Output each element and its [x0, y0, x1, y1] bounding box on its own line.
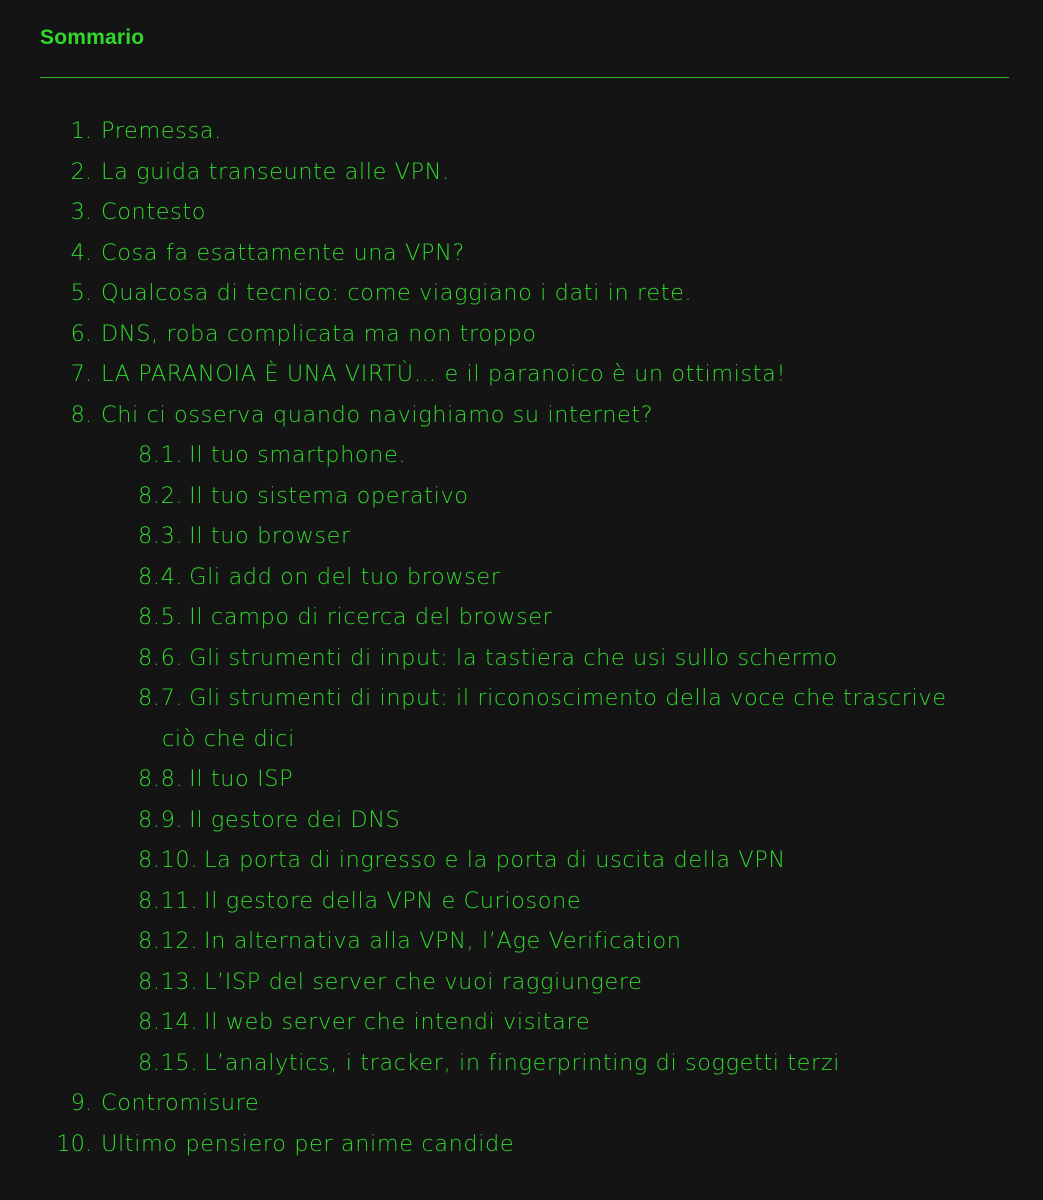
toc-subitem-8-12[interactable]	[0, 921, 1043, 962]
toc-item-number: 4.	[70, 239, 92, 266]
toc-subitem-label: Il tuo browser	[189, 523, 351, 549]
toc-item-link[interactable]: Ultimo pensiero per anime candide	[101, 1130, 515, 1157]
toc-item-4[interactable]	[0, 233, 1043, 274]
toc-subitem-label: Il web server che intendi visitare	[203, 1009, 591, 1035]
toc-subitem-link[interactable]	[138, 476, 998, 517]
toc-subitem-link[interactable]	[138, 435, 998, 476]
toc-item-number: 7.	[70, 361, 92, 387]
toc-divider	[40, 77, 1009, 78]
toc-subitem-8-9[interactable]	[0, 800, 1043, 841]
toc-subitem-8-5[interactable]	[0, 597, 1043, 638]
toc-item-link[interactable]: Cosa fa esattamente una VPN?	[101, 239, 465, 266]
toc-subitem-label: Il tuo sistema operativo	[189, 482, 469, 509]
toc-subitem-link[interactable]	[138, 638, 998, 679]
toc-subitem-number: 8.1.	[138, 442, 184, 468]
toc-item-link[interactable]: DNS, roba complicata ma non troppo	[101, 320, 537, 347]
toc-item-number: 10.	[56, 1130, 92, 1157]
toc-item-number: 1.	[70, 118, 92, 144]
toc-item-number: 3.	[70, 199, 92, 225]
toc-subitem-label-continued: ciò che dici	[162, 725, 295, 752]
toc-subitem-8-15[interactable]	[0, 1043, 1043, 1084]
toc-subitem-number: 8.8.	[138, 766, 184, 792]
toc-subitem-number: 8.11.	[138, 887, 198, 914]
toc-item-link[interactable]: Qualcosa di tecnico: come viaggiano i dati in rete.	[101, 280, 693, 306]
toc-item-9[interactable]	[0, 1083, 1043, 1124]
toc-subitem-link[interactable]	[138, 678, 998, 759]
toc-subitem-link[interactable]	[138, 516, 998, 557]
toc-subitem-number: 8.5.	[138, 604, 184, 630]
toc-item-number: 2.	[70, 158, 92, 185]
toc-item-link[interactable]: Contromisure	[101, 1090, 260, 1116]
toc-subitem-8-13[interactable]	[0, 962, 1043, 1003]
toc-subitem-link[interactable]	[138, 597, 998, 638]
toc-item-8[interactable]	[0, 395, 1043, 436]
toc-list	[0, 111, 1043, 1164]
toc-item-7[interactable]	[0, 354, 1043, 395]
toc-item-link[interactable]: Premessa.	[101, 118, 222, 144]
toc-subitem-number: 8.4.	[138, 563, 184, 590]
toc-item-6[interactable]	[0, 314, 1043, 355]
toc-subitem-label: Il tuo ISP	[189, 766, 294, 792]
toc-subitem-number: 8.2.	[138, 482, 184, 509]
toc-subitem-label: Il campo di ricerca del browser	[189, 604, 553, 630]
toc-subitem-number: 8.3.	[138, 523, 184, 549]
toc-item-link[interactable]: Chi ci osserva quando navighiamo su internet?	[101, 401, 654, 428]
toc-item-3[interactable]	[0, 192, 1043, 233]
toc-subitem-number: 8.7.	[138, 685, 184, 711]
toc-subitem-link[interactable]	[138, 800, 998, 841]
toc-item-1[interactable]	[0, 111, 1043, 152]
toc-subitem-link[interactable]	[138, 921, 998, 962]
toc-subitem-label: Il tuo smartphone.	[189, 442, 407, 468]
toc-subitem-link[interactable]	[138, 759, 998, 800]
toc-subitem-number: 8.12.	[138, 928, 198, 954]
toc-subitem-label: L’ISP del server che vuoi raggiungere	[203, 968, 643, 995]
toc-subitem-label: Il gestore dei DNS	[189, 806, 401, 833]
toc-subitem-number: 8.6.	[138, 644, 184, 671]
toc-item-number: 9.	[70, 1090, 92, 1116]
toc-item-5[interactable]	[0, 273, 1043, 314]
toc-subitem-8-7[interactable]	[0, 678, 1043, 759]
toc-subitem-8-6[interactable]	[0, 638, 1043, 679]
toc-subitem-8-11[interactable]	[0, 881, 1043, 922]
toc-subitem-8-10[interactable]	[0, 840, 1043, 881]
toc-item-link[interactable]: La guida transeunte alle VPN.	[101, 158, 450, 185]
toc-subitem-link[interactable]	[138, 962, 998, 1003]
toc-subitem-link[interactable]	[138, 1002, 998, 1043]
toc-item-link[interactable]: LA PARANOIA È UNA VIRTÙ… e il paranoico è un ottimista!	[101, 361, 787, 387]
toc-item-number: 8.	[70, 401, 92, 428]
toc-subitem-label: L’analytics, i tracker, in fingerprinting di soggetti terzi	[203, 1049, 841, 1076]
toc-subitem-number: 8.14.	[138, 1009, 198, 1035]
toc-subitem-8-8[interactable]	[0, 759, 1043, 800]
toc-item-number: 6.	[70, 320, 92, 347]
toc-subitem-8-2[interactable]	[0, 476, 1043, 517]
toc-title: Sommario	[40, 26, 145, 49]
toc-subitem-number: 8.9.	[138, 806, 184, 833]
toc-subitem-label: Gli strumenti di input: il riconoscimento della voce che trascrive	[189, 685, 947, 711]
toc-subitem-8-1[interactable]	[0, 435, 1043, 476]
toc-item-link[interactable]: Contesto	[101, 199, 207, 225]
toc-item-10[interactable]	[0, 1124, 1043, 1165]
toc-subitem-number: 8.13.	[138, 968, 198, 995]
toc-subitem-link[interactable]	[138, 1043, 998, 1084]
toc-subitem-link[interactable]	[138, 881, 998, 922]
toc-subitem-link[interactable]	[138, 557, 998, 598]
toc-item-number: 5.	[70, 280, 92, 306]
toc-subitem-number: 8.15.	[138, 1049, 198, 1076]
toc-subitem-8-3[interactable]	[0, 516, 1043, 557]
toc-subitem-label: Gli add on del tuo browser	[189, 563, 501, 590]
toc-subitem-number: 8.10.	[138, 847, 198, 873]
toc-subitem-label: Il gestore della VPN e Curiosone	[203, 887, 582, 914]
toc-subitem-label: Gli strumenti di input: la tastiera che usi sullo schermo	[189, 644, 838, 671]
toc-item-2[interactable]	[0, 152, 1043, 193]
toc-subitem-link[interactable]	[138, 840, 998, 881]
toc-subitem-label: In alternativa alla VPN, l’Age Verification	[203, 928, 682, 954]
toc-subitem-label: La porta di ingresso e la porta di uscita della VPN	[203, 847, 786, 873]
toc-subitem-8-14[interactable]	[0, 1002, 1043, 1043]
toc-subitem-8-4[interactable]	[0, 557, 1043, 598]
